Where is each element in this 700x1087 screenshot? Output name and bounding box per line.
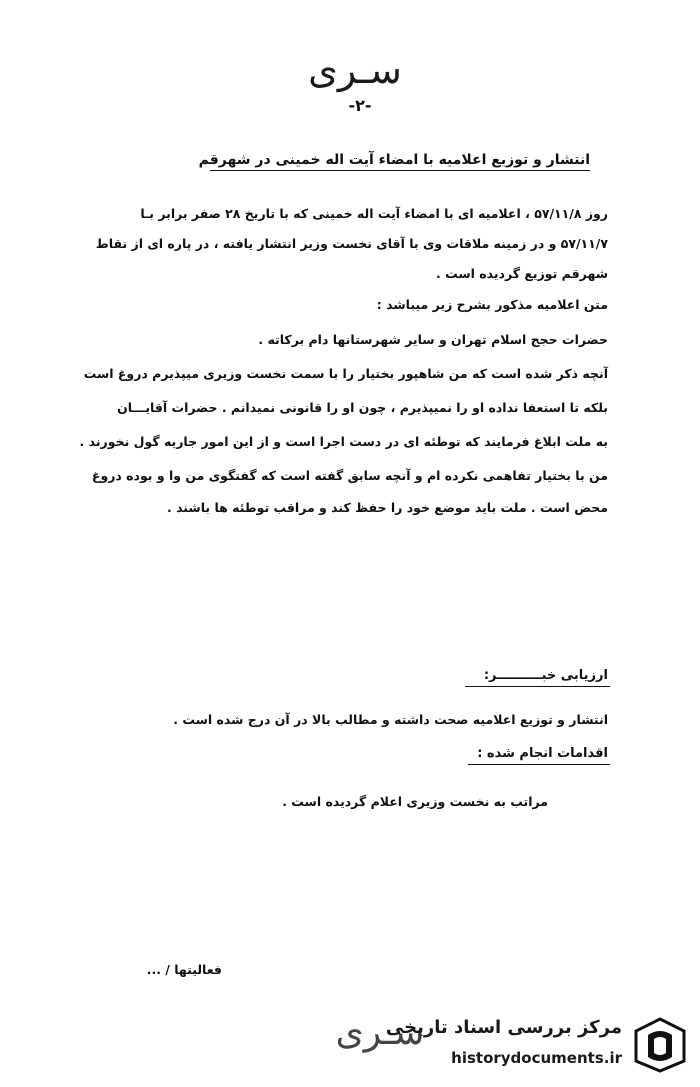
- archive-logo-icon: [630, 1015, 690, 1075]
- assessment-underline: [465, 686, 610, 687]
- assessment-text: انتشار و توزیع اعلامیه صحت داشته و مطالب بالا در آن درج شده است .: [173, 712, 608, 727]
- body-line: ۵۷/۱۱/۷ و در زمینه ملاقات وی با آقای نخست وزیر انتشار یافته ، در پاره ای از نقاط: [95, 236, 608, 251]
- classification-header: سـری: [308, 48, 402, 92]
- document-title: انتشار و توزیع اعلامیه با امضاء آیت اله خمینی در شهرقم: [198, 152, 590, 168]
- body-line: شهرقم توزیع گردیده است .: [436, 266, 608, 281]
- title-underline: [210, 170, 590, 171]
- actions-text: مراتب به نخست وزیری اعلام گردیده است .: [282, 794, 548, 809]
- classification-footer: سـری: [335, 1012, 425, 1053]
- archive-url[interactable]: historydocuments.ir: [451, 1049, 622, 1067]
- actions-underline: [468, 764, 610, 765]
- activities-line: فعالیتها / ...: [146, 962, 222, 977]
- body-line: بلکه تا استعفا نداده او را نمیپذیرم ، چون او را قانونی نمیدانم . حضرات آقایـــان: [117, 400, 608, 415]
- body-line: متن اعلامیه مذکور بشرح زیر میباشد :: [376, 297, 608, 312]
- body-line: روز ۵۷/۱۱/۸ ، اعلامیه ای با امضاء آیت اله خمینی که با تاریخ ۲۸ صفر برابر بـا: [140, 206, 608, 221]
- page-number: -۲-: [348, 96, 372, 115]
- archive-watermark: [360, 1011, 690, 1079]
- archive-name: مرکز بررسی اسناد تاریخی: [385, 1017, 622, 1038]
- assessment-heading: ارزیابی خبــــــــــر:: [483, 668, 608, 683]
- body-line: آنچه ذکر شده است که من شاهپور بختیار را با سمت نخست وزیری میپذیرم دروغ است: [83, 366, 608, 381]
- body-line: حضرات حجج اسلام تهران و سایر شهرستانها دام برکاته .: [258, 332, 608, 347]
- body-line: من با بختیار تفاهمی نکرده ام و آنچه سابق گفته است که گفتگوی من وا و بوده دروغ: [91, 468, 608, 483]
- body-line: محض است . ملت باید موضع خود را حفظ کند و مراقب توطئه ها باشند .: [166, 500, 608, 515]
- body-line: به ملت ابلاغ فرمایند که توطئه ای در دست اجرا است و از این امور جاریه گول نخورند .: [79, 434, 608, 449]
- actions-heading: اقدامات انجام شده :: [477, 746, 608, 761]
